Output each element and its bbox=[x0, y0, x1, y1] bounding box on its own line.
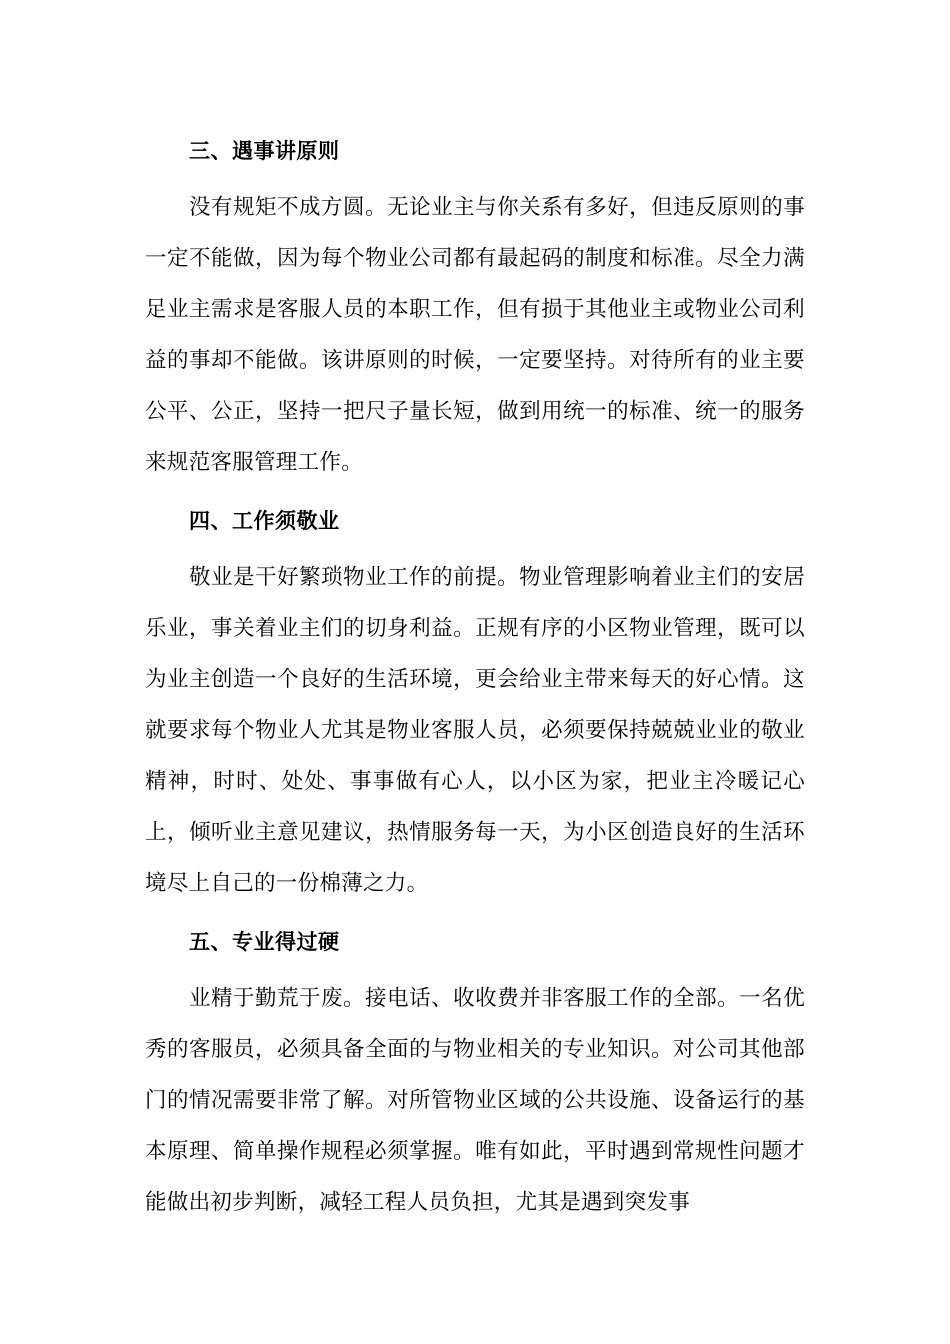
document-page bbox=[145, 132, 805, 1228]
section-body-principles: 没有规矩不成方圆。无论业主与你关系有多好，但违反原则的事一定不能做，因为每个物业公司都有最起码的制度和标准。尽全力满足业主需求是客服人员的本职工作，但有损于其他业主或物业公司利益的事却不能做。该讲原则的时候，一定要坚持。对待所有的业主要公平、公正，坚持一把尺子量长短，做到用统一的标准、统一的服务来规范客服管理工作。 bbox=[145, 195, 805, 475]
section-body-dedication: 敬业是干好繁琐物业工作的前提。物业管理影响着业主们的安居乐业，事关着业主们的切身利益。正规有序的小区物业管理，既可以为业主创造一个良好的生活环境，更会给业主带来每天的好心情。这就要求每个物业人尤其是物业客服人员，必须要保持兢兢业业的敬业精神，时时、处处、事事做有心人，以小区为家，把业主冷暖记心上，倾听业主意见建议，热情服务每一天，为小区创造良好的生活环境尽上自己的一份棉薄之力。 bbox=[145, 565, 805, 896]
section-body-expertise: 业精于勤荒于废。接电话、收收费并非客服工作的全部。一名优秀的客服员，必须具备全面的与物业相关的专业知识。对公司其他部门的情况需要非常了解。对所管物业区域的公共设施、设备运行的基本原理、简单操作规程必须掌握。唯有如此，平时遇到常规性问题才能做出初步判断，减轻工程人员负担，尤其是遇到突发事 bbox=[145, 986, 805, 1215]
section-heading-expertise: 五、专业得过硬 bbox=[189, 930, 340, 954]
section-heading-dedication: 四、工作须敬业 bbox=[189, 509, 340, 533]
section-heading-principles: 三、遇事讲原则 bbox=[189, 139, 340, 163]
